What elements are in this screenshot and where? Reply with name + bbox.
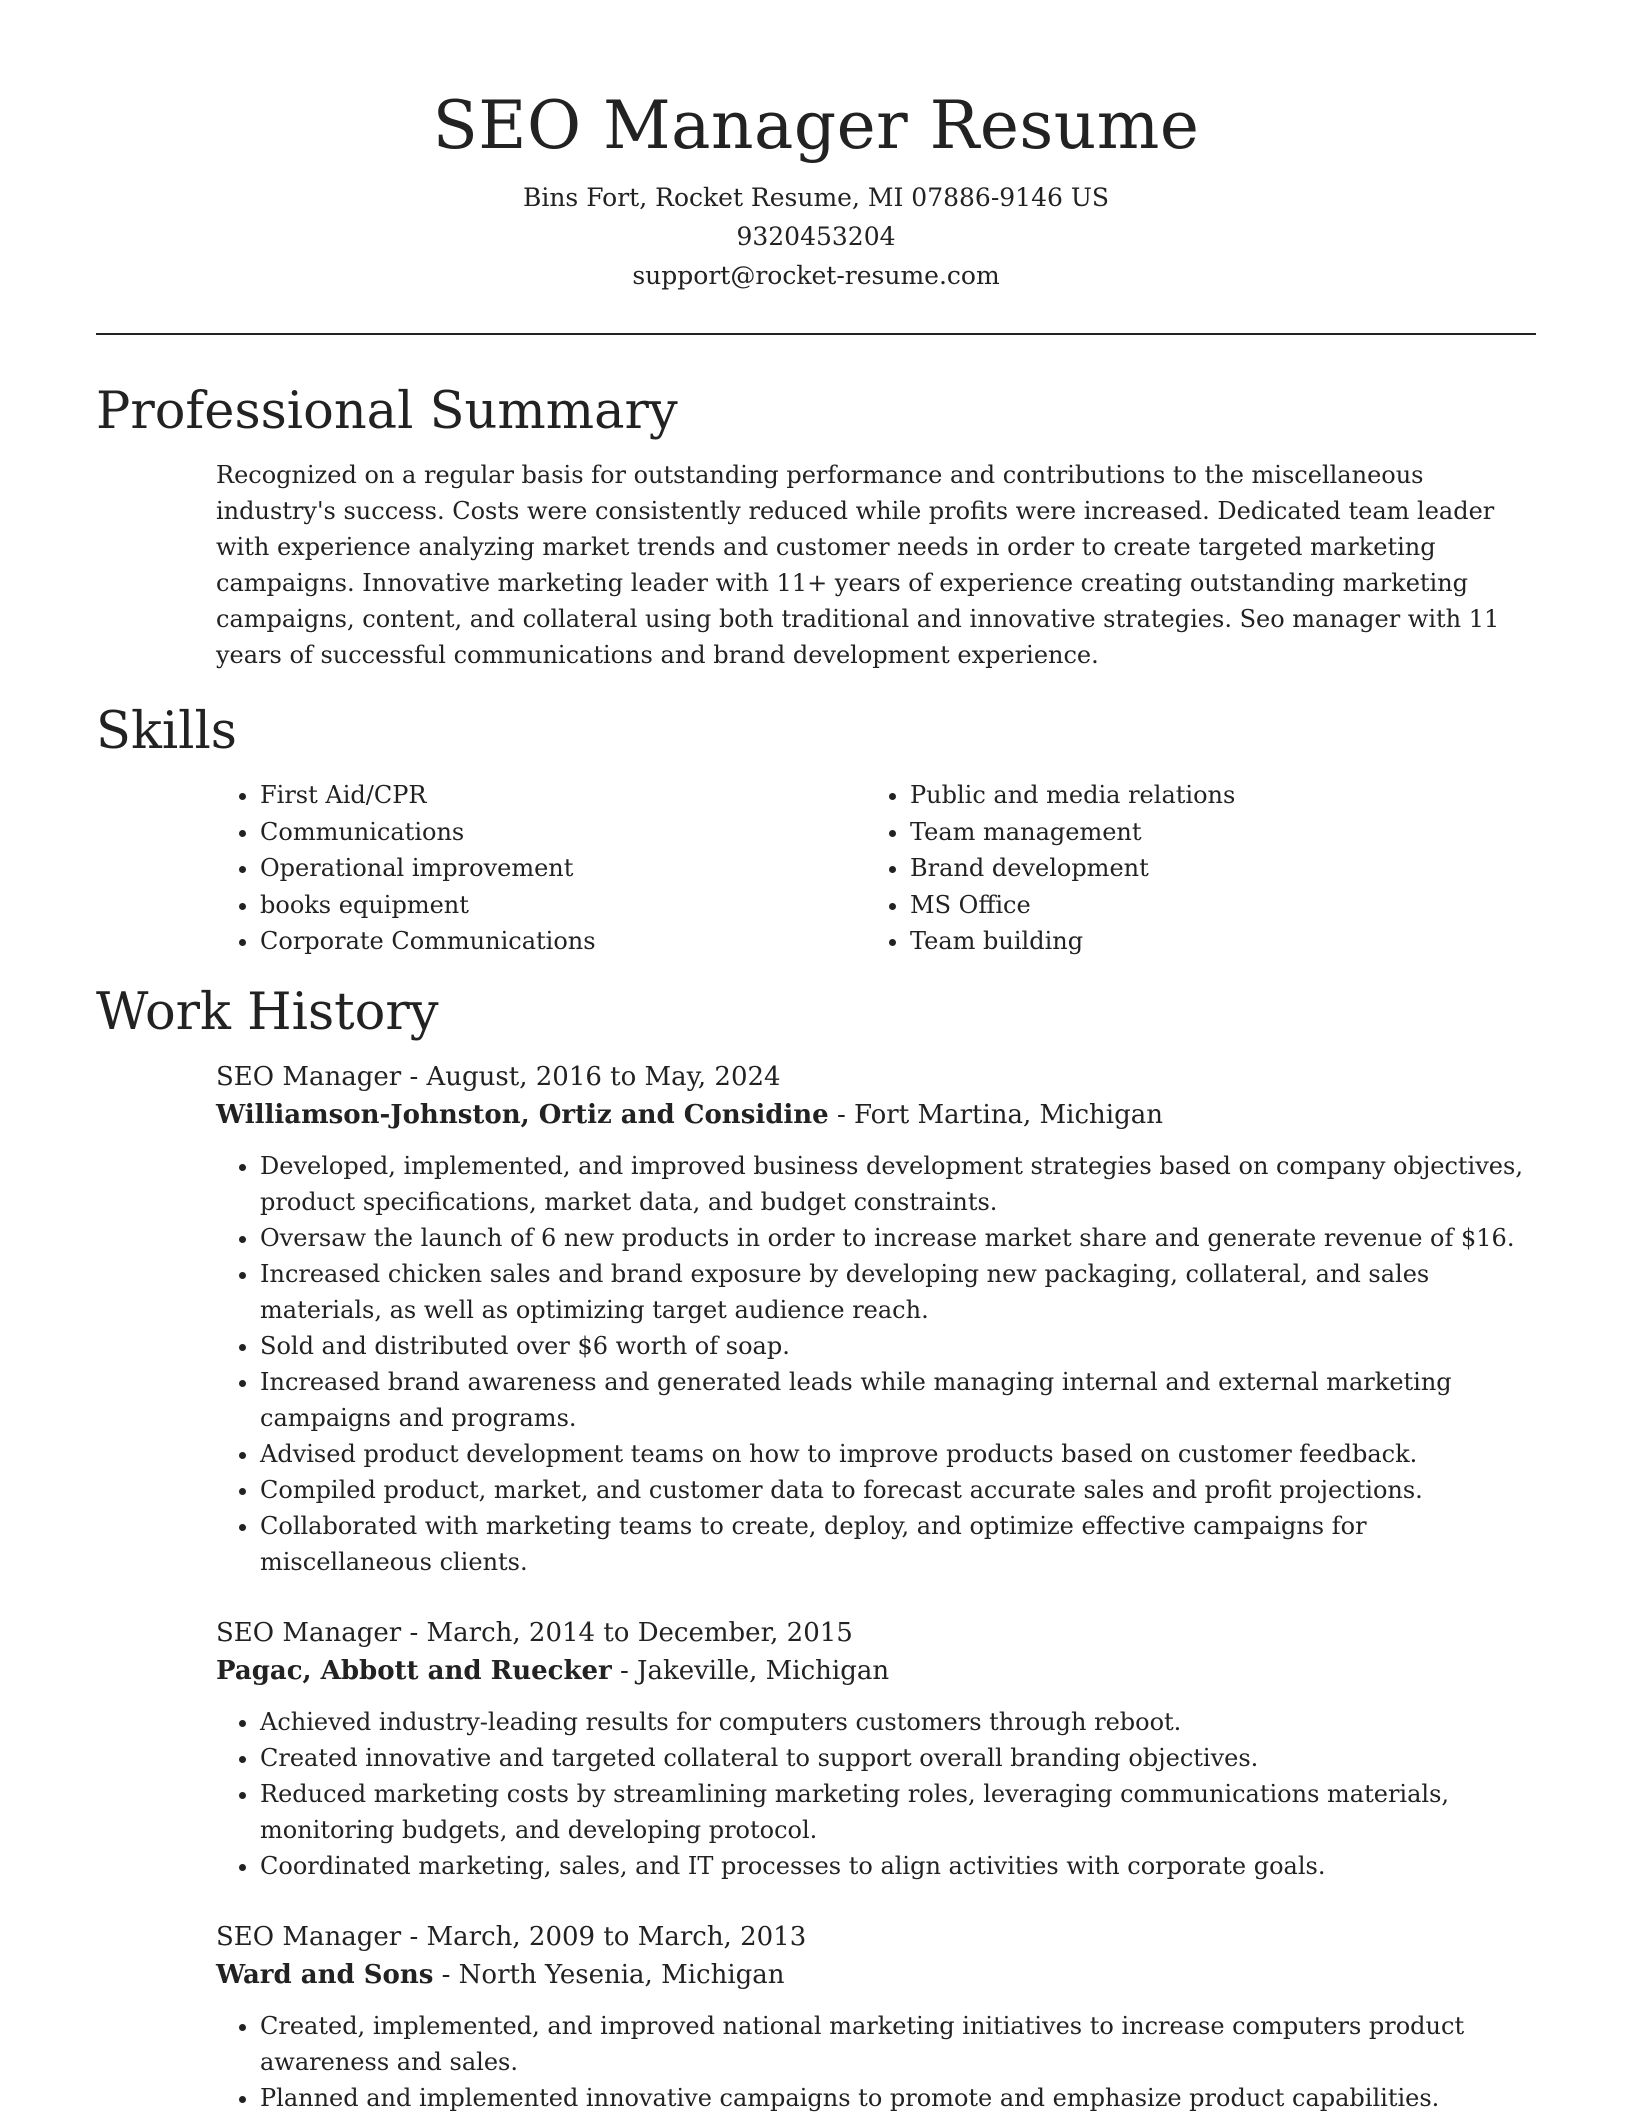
skill-item: • First Aid/CPR — [260, 777, 866, 814]
work-history-heading: Work History — [96, 982, 439, 1042]
job-entry — [216, 1058, 1536, 1580]
job-employer — [216, 1652, 1536, 1690]
skill-item: • Corporate Communications — [260, 923, 866, 960]
header-divider — [96, 333, 1536, 335]
job-duty: • Advised product development teams on how to improve products based on customer feedback. — [260, 1436, 1530, 1472]
job-location: - North Yesenia, Michigan — [433, 1959, 785, 1990]
job-duty: • Increased chicken sales and brand exposure by developing new packaging, collateral, and sales materials, as well as optimizing target audience reach. — [260, 1256, 1530, 1328]
skills-section — [96, 699, 1536, 960]
job-duty: • Developed, implemented, and improved business development strategies based on company objectives, product specifications, market data, and budget constraints. — [260, 1148, 1530, 1220]
skill-item: • books equipment — [260, 887, 866, 924]
summary-section — [96, 379, 1536, 673]
summary-heading: Professional Summary — [96, 382, 678, 441]
job-duty: • Coordinated marketing, sales, and IT processes to align activities with corporate goals. — [260, 1848, 1530, 1884]
job-company: Pagac, Abbott and Ruecker — [216, 1655, 612, 1686]
job-duty: • Increased brand awareness and generated leads while managing internal and external marketing campaigns and programs. — [260, 1364, 1530, 1436]
skills-grid — [216, 777, 1536, 960]
job-company: Ward and Sons — [216, 1959, 434, 1990]
job-location: - Fort Martina, Michigan — [828, 1099, 1163, 1130]
contact-address: Bins Fort, Rocket Resume, MI 07886-9146 US — [522, 183, 1110, 212]
work-history-section — [96, 980, 1536, 2116]
skill-item: • Communications — [260, 814, 866, 851]
skill-item: • Team building — [910, 923, 1516, 960]
job-duty: • Compiled product, market, and customer data to forecast accurate sales and profit projections. — [260, 1472, 1530, 1508]
skill-item: • Team management — [910, 814, 1516, 851]
resume-page — [96, 0, 1536, 2116]
job-duty: • Created, implemented, and improved national marketing initiatives to increase computers product awareness and sales. — [260, 2008, 1530, 2080]
job-company: Williamson-Johnston, Ortiz and Considine — [216, 1099, 829, 1130]
resume-title: SEO Manager Resume — [432, 87, 1200, 164]
resume-header — [96, 0, 1536, 295]
skill-item: • Operational improvement — [260, 850, 866, 887]
job-entry — [216, 1918, 1536, 2116]
job-entry — [216, 1614, 1536, 1884]
job-duties — [216, 2008, 1530, 2116]
skill-item: • MS Office — [910, 887, 1516, 924]
skills-column-left — [216, 777, 866, 960]
skill-item: • Brand development — [910, 850, 1516, 887]
job-duty: • Achieved industry-leading results for computers customers through reboot. — [260, 1704, 1530, 1740]
job-employer — [216, 1096, 1536, 1134]
job-title-dates: SEO Manager - March, 2009 to March, 2013 — [216, 1921, 807, 1952]
job-employer — [216, 1956, 1536, 1994]
job-duty: • Planned and implemented innovative campaigns to promote and emphasize product capabilities. — [260, 2080, 1530, 2116]
summary-text: Recognized on a regular basis for outstanding performance and contributions to the miscellaneous industry's success. Costs were consistently reduced while profits were increased. Dedicated team leader with experience analyzing market trends and customer needs in order to create targeted marketing campaigns. Innovative marketing leader with 11+ years of experience creating outstanding marketing campaigns, content, and collateral using both traditional and innovative strategies. Seo manager with 11 years of successful communications and brand development experience. — [216, 461, 1500, 669]
job-duties — [216, 1704, 1530, 1884]
job-title-dates: SEO Manager - March, 2014 to December, 2015 — [216, 1617, 853, 1648]
contact-email: support@rocket-resume.com — [632, 261, 1000, 290]
job-duty: • Created innovative and targeted collateral to support overall branding objectives. — [260, 1740, 1530, 1776]
skills-heading: Skills — [96, 702, 237, 761]
contact-phone: 9320453204 — [736, 222, 896, 251]
job-title-dates: SEO Manager - August, 2016 to May, 2024 — [216, 1061, 781, 1092]
job-location: - Jakeville, Michigan — [611, 1655, 890, 1686]
job-duty: • Collaborated with marketing teams to create, deploy, and optimize effective campaigns for miscellaneous clients. — [260, 1508, 1530, 1580]
job-duties — [216, 1148, 1530, 1580]
job-duty: • Sold and distributed over $6 worth of soap. — [260, 1328, 1530, 1364]
contact-info — [96, 178, 1536, 295]
job-duty: • Reduced marketing costs by streamlining marketing roles, leveraging communications materials, monitoring budgets, and developing protocol. — [260, 1776, 1530, 1848]
skill-item: • Public and media relations — [910, 777, 1516, 814]
job-duty: • Oversaw the launch of 6 new products in order to increase market share and generate revenue of $16. — [260, 1220, 1530, 1256]
skills-column-right — [866, 777, 1516, 960]
